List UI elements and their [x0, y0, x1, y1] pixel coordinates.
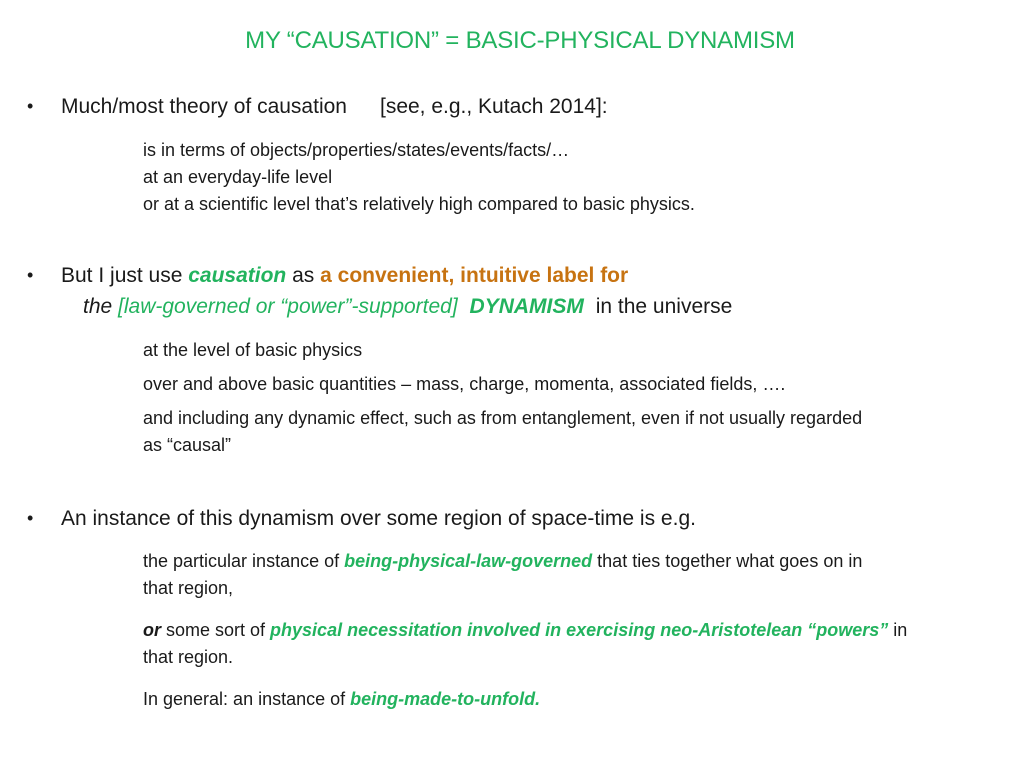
bullet-2-line-2	[83, 291, 732, 322]
detail-part: in	[888, 620, 908, 640]
detail-line-3: or at a scientific level that’s relatively high compared to basic physics.	[143, 194, 695, 214]
bullet-1-text-b: [see, e.g., Kutach 2014]:	[379, 95, 608, 118]
detail-part: the particular instance of	[143, 551, 345, 571]
bullet-1-text-a: Much/most theory of causation	[61, 95, 347, 118]
bullet-2-text	[61, 260, 628, 291]
detail-part: that ties together what goes on in	[592, 551, 863, 571]
detail-general	[143, 686, 993, 713]
bullet-1-text	[61, 91, 608, 122]
bullet-2-the: the	[83, 295, 113, 318]
bullet-2-part: as	[286, 264, 321, 287]
bullet-2-part: But I just use	[61, 264, 189, 287]
bullet-3-details	[143, 548, 993, 713]
detail-law-governed-cont: that region,	[143, 578, 234, 598]
detail-entanglement-cont: as “causal”	[143, 435, 232, 455]
bullet-icon: •	[27, 508, 34, 528]
slide-title: MY “CAUSATION” = BASIC-PHYSICAL DYNAMISM	[245, 27, 795, 54]
bullet-3-text: An instance of this dynamism over some region of space-time is e.g.	[61, 507, 696, 530]
detail-necessitation-cont: that region.	[143, 647, 234, 667]
made-to-unfold-term: being-made-to-unfold.	[350, 689, 541, 709]
bullet-2-details	[143, 337, 993, 459]
detail-line-1: is in terms of objects/properties/states/events/facts/…	[143, 140, 570, 160]
detail-basic-physics: at the level of basic physics	[143, 340, 363, 360]
detail-entanglement: and including any dynamic effect, such as from entanglement, even if not usually regarded	[143, 408, 863, 428]
detail-part: some sort of	[161, 620, 271, 640]
bullet-icon: •	[27, 96, 34, 116]
law-governed-term: being-physical-law-governed	[344, 551, 593, 571]
detail-law-governed	[143, 548, 993, 575]
law-governed-phrase: [law-governed or “power”-supported]	[112, 295, 464, 318]
bullet-1-details	[143, 137, 993, 218]
bullet-2-part: in the universe	[589, 295, 733, 318]
causation-term: causation	[188, 264, 287, 287]
bullet-icon: •	[27, 265, 34, 285]
detail-quantities: over and above basic quantities – mass, charge, momenta, associated fields, ….	[143, 374, 786, 394]
dynamism-term: DYNAMISM	[469, 295, 584, 318]
or-term: or	[143, 620, 161, 640]
detail-necessitation	[143, 617, 993, 644]
necessitation-term: physical necessitation involved in exercising neo-Aristotelean “powers”	[270, 620, 889, 640]
detail-line-2: at an everyday-life level	[143, 167, 333, 187]
label-phrase: a convenient, intuitive label for	[320, 264, 629, 287]
detail-part: In general: an instance of	[143, 689, 351, 709]
